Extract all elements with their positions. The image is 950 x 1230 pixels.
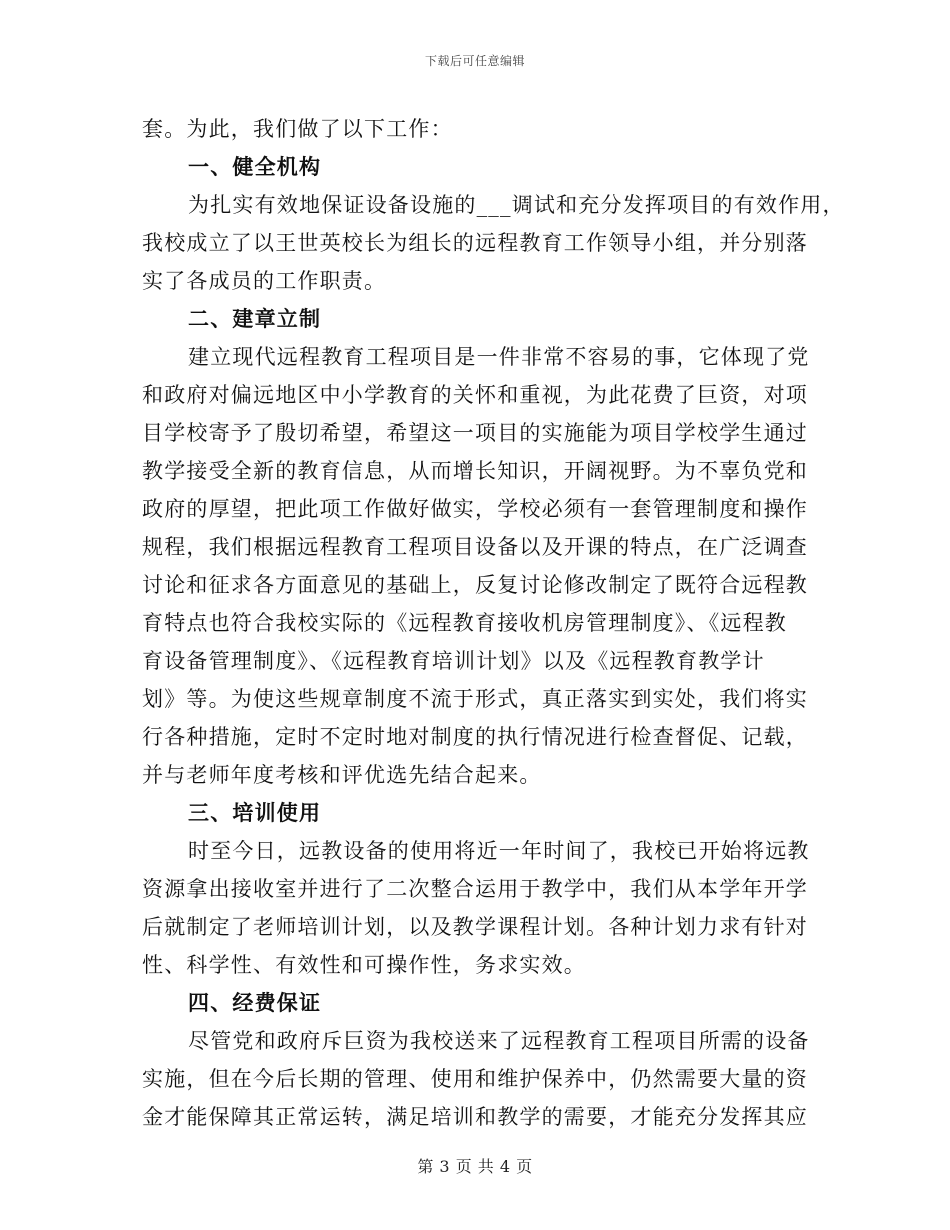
- text-line: 划》等。为使这些规章制度不流于形式，真正落实到实处，我们将实: [142, 687, 808, 711]
- section-heading: 二、建章立制: [188, 306, 322, 331]
- section-heading: 一、健全机构: [188, 154, 322, 179]
- text-line: 和政府对偏远地区中小学教育的关怀和重视，为此花费了巨资，对项: [142, 383, 808, 407]
- page-number: 第 3 页 共 4 页: [417, 1157, 533, 1176]
- document-body: [142, 110, 845, 1136]
- section-heading: 四、经费保证: [188, 990, 322, 1015]
- text-line: 行各种措施，定时不定时地对制度的执行情况进行检查督促、记载，: [142, 725, 808, 749]
- text-line: 并与老师年度考核和评优选先结合起来。: [142, 763, 542, 787]
- text-line: 讨论和征求各方面意见的基础上，反复讨论修改制定了既符合远程教: [142, 573, 808, 597]
- text-line: 育设备管理制度》、《远程教育培训计划》以及《远程教育教学计: [142, 649, 765, 673]
- text-line: 目学校寄予了殷切希望，希望这一项目的实施能为项目学校学生通过: [142, 421, 808, 445]
- text-line: 规程，我们根据远程教育工程项目设备以及开课的特点，在广泛调查: [142, 535, 808, 559]
- paragraph-first-line: 为扎实有效地保证设备设施的___调试和充分发挥项目的有效作用，: [188, 193, 845, 217]
- text-line: 育特点也符合我校实际的《远程教育接收机房管理制度》、《远程教: [142, 611, 787, 635]
- paragraph-first-line: 建立现代远程教育工程项目是一件非常不容易的事，它体现了党: [188, 345, 810, 369]
- text-line: 性、科学性、有效性和可操作性，务求实效。: [142, 953, 586, 977]
- text-line: 我校成立了以王世英校长为组长的远程教育工作领导小组，并分别落: [142, 231, 808, 255]
- text-line: 金才能保障其正常运转，满足培训和教学的需要，才能充分发挥其应: [142, 1105, 808, 1129]
- text-line: 实施，但在今后长期的管理、使用和维护保养中，仍然需要大量的资: [142, 1067, 808, 1091]
- page-header: 下载后可任意编辑: [424, 54, 525, 68]
- paragraph-first-line: 时至今日，远教设备的使用将近一年时间了，我校已开始将远教: [188, 839, 810, 863]
- text-line: 政府的厚望，把此项工作做好做实，学校必须有一套管理制度和操作: [142, 497, 808, 521]
- section-heading: 三、培训使用: [188, 800, 322, 825]
- text-line: 教学接受全新的教育信息，从而增长知识，开阔视野。为不辜负党和: [142, 459, 808, 483]
- text-line: 实了各成员的工作职责。: [142, 269, 387, 293]
- text-line: 资源拿出接收室并进行了二次整合运用于教学中，我们从本学年开学: [142, 877, 808, 901]
- paragraph-first-line: 尽管党和政府斥巨资为我校送来了远程教育工程项目所需的设备: [188, 1029, 810, 1053]
- text-line: 后就制定了老师培训计划，以及教学课程计划。各种计划力求有针对: [142, 915, 808, 939]
- text-line: 套。为此，我们做了以下工作：: [142, 117, 453, 141]
